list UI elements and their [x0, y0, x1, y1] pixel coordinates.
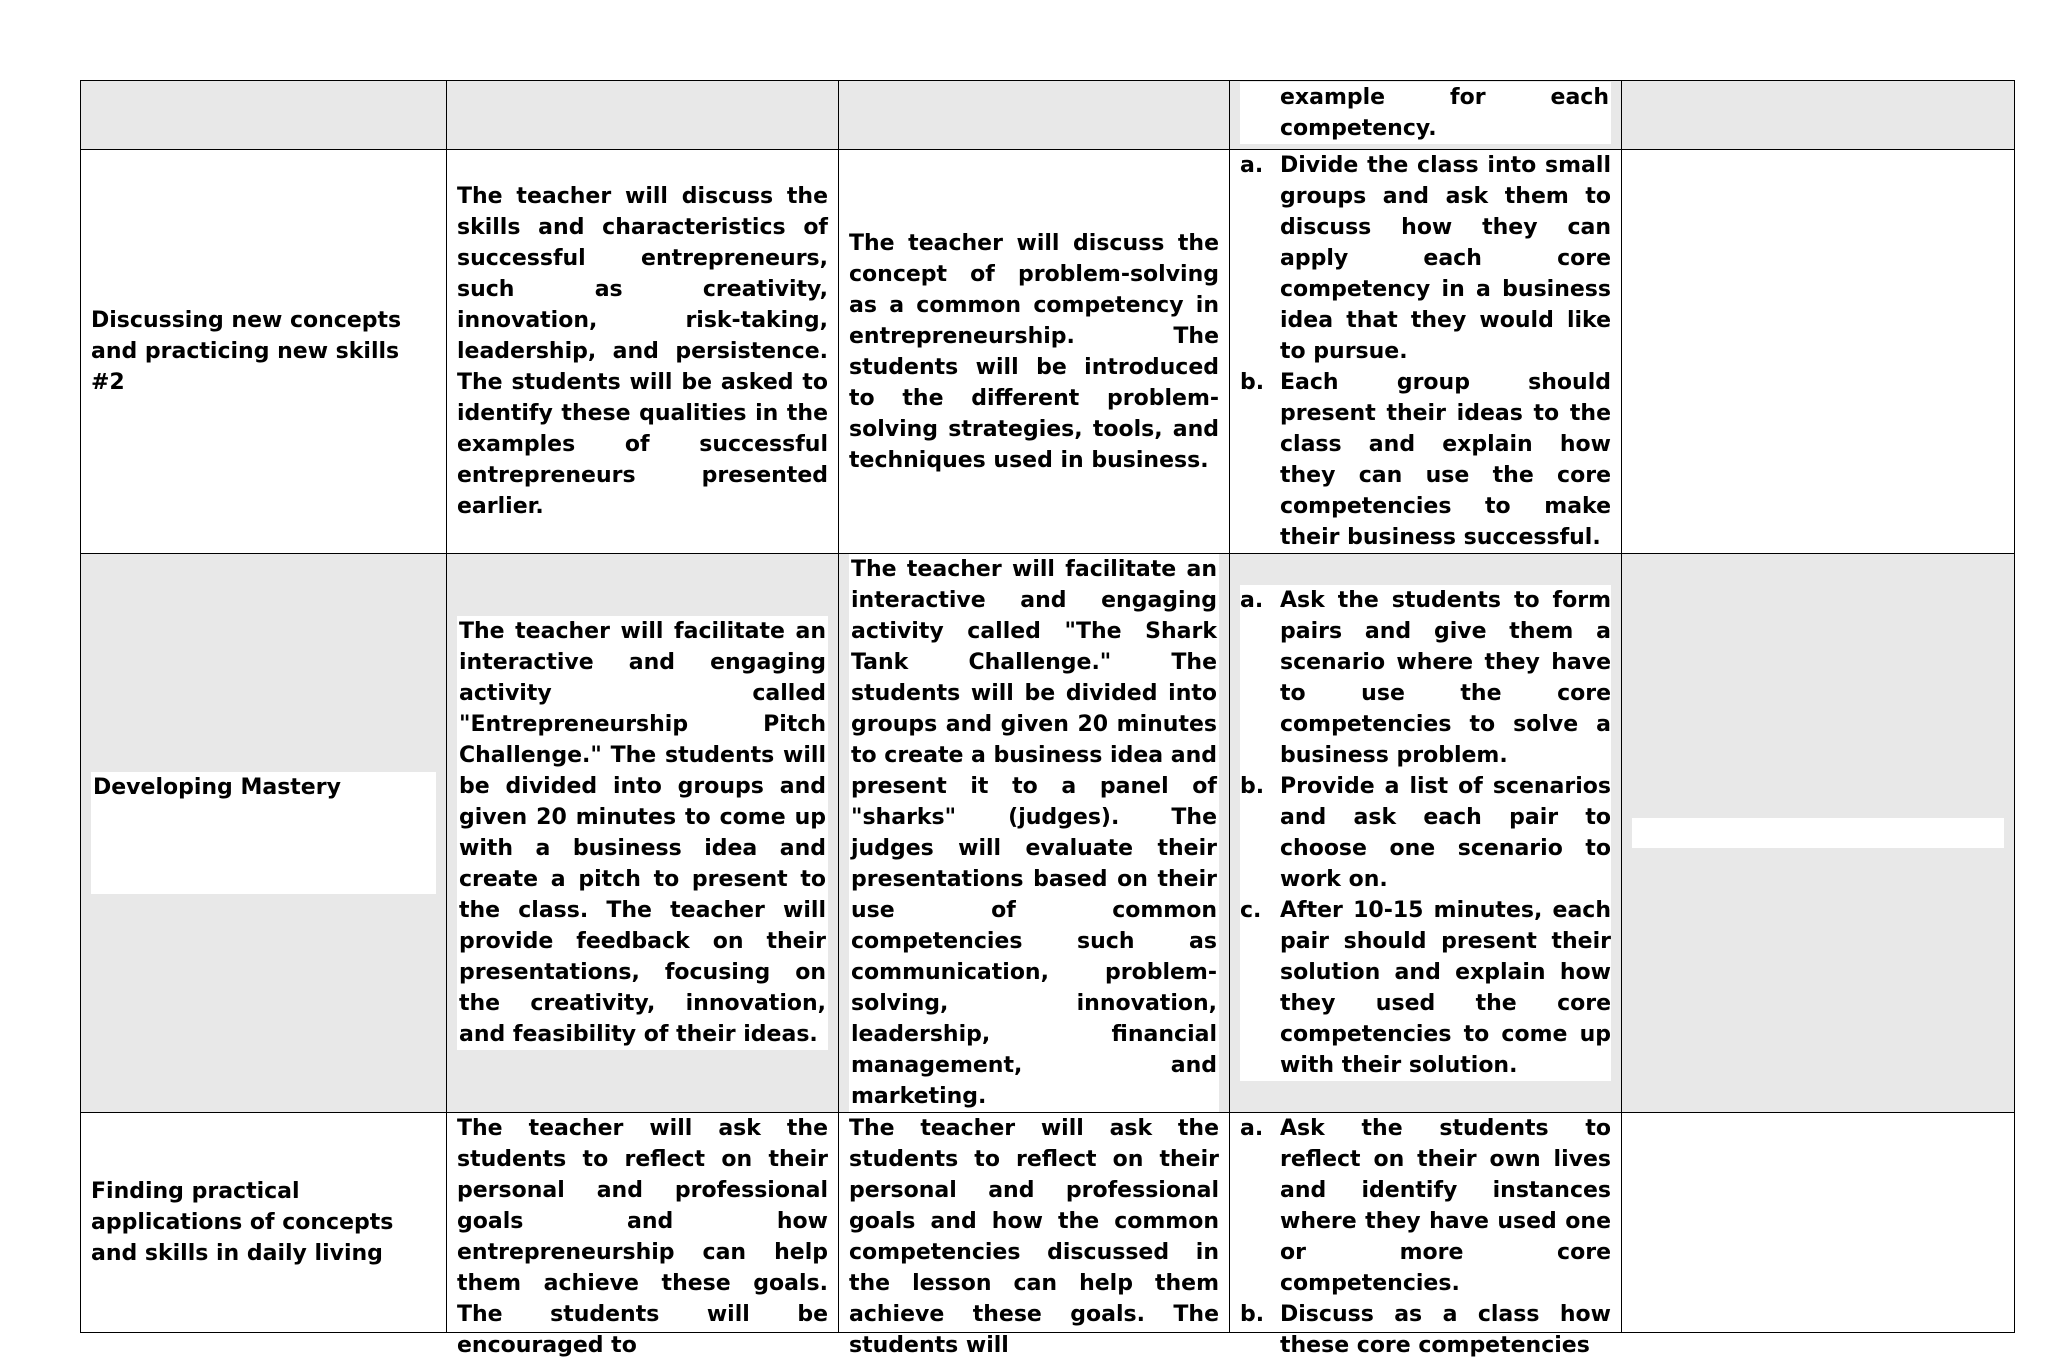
activity-cell: [447, 150, 839, 554]
steps-cell: [1230, 554, 1622, 1113]
table-row: [81, 81, 2015, 150]
activity-cell: [839, 150, 1230, 554]
list-item: [1240, 585, 1611, 771]
steps-cell: [1230, 81, 1622, 150]
continued-step-text: example for each competency.: [1240, 82, 1611, 144]
step-text: Discuss as a class how these core competencies: [1280, 1302, 1611, 1358]
step-marker: a.: [1240, 1116, 1264, 1141]
step-marker: c.: [1240, 898, 1262, 923]
activity-text: The teacher will discuss the concept of problem-solving as a common competency in entrepreneurship. The students will be introduced to the different problem-solving strategies, tools, and techniques used in business.: [849, 230, 1219, 473]
step-text: Ask the students to reflect on their own lives and identify instances where they have used one or more core competencies.: [1280, 1116, 1611, 1296]
stage-cell: [81, 81, 447, 150]
clip-box: [849, 1113, 1219, 1358]
step-marker: b.: [1240, 370, 1265, 395]
notes-cell: [1622, 554, 2015, 1113]
steps-list: [1240, 1113, 1611, 1361]
step-marker: a.: [1240, 153, 1264, 178]
activity-cell: [447, 81, 839, 150]
notes-cell: [1622, 150, 2015, 554]
stage-cell: [81, 554, 447, 1113]
step-text: Each group should present their ideas to the class and explain how they can use the core competencies to make their business successful.: [1280, 370, 1611, 550]
notes-cell: [1622, 81, 2015, 150]
step-text: After 10-15 minutes, each pair should present their solution and explain how they used the core competencies to come up with their solution.: [1280, 898, 1611, 1078]
steps-cell: [1230, 150, 1622, 554]
step-marker: b.: [1240, 1302, 1265, 1327]
list-item: [1240, 771, 1611, 895]
clip-box: [1240, 1113, 1611, 1358]
activity-text: The teacher will discuss the skills and characteristics of successful entrepreneurs, such as creativity, innovation, risk-taking, leadership, and persistence. The students will be asked to identify these qualities in the examples of successful entrepreneurs presented earlier.: [457, 184, 828, 519]
lesson-plan-table: [80, 80, 2015, 1358]
activity-cell: [447, 1113, 839, 1358]
stage-cell: [81, 1113, 447, 1333]
activity-text: The teacher will ask the students to reflect on their personal and professional goals and how entrepreneurship can help them achieve these goals. The students will be encouraged to: [457, 1116, 828, 1358]
step-marker: a.: [1240, 588, 1264, 613]
list-item: [1240, 150, 1611, 367]
activity-text: The teacher will facilitate an interactive and engaging activity called "Entrepreneurship Pitch Challenge." The students will be divided into groups and given 20 minutes to come up with a business idea and create a pitch to present to the class. The teacher will provide feedback on their presentations, focusing on the creativity, innovation, and feasibility of their ideas.: [457, 616, 828, 1050]
table-row: [81, 554, 2015, 1113]
stage-cell: [81, 150, 447, 554]
list-item: [1240, 1113, 1611, 1299]
step-marker: b.: [1240, 774, 1265, 799]
blank-bar: [1632, 818, 2004, 848]
notes-cell: [1622, 1113, 2015, 1333]
stage-label: Finding practical applications of concepts and skills in daily living: [91, 1179, 394, 1266]
stage-box: [91, 772, 436, 894]
list-item: [1240, 1299, 1611, 1361]
clip-box: [457, 1113, 828, 1358]
step-text: Divide the class into small groups and ask them to discuss how they can apply each core competency in a business idea that they would like to pursue.: [1280, 153, 1611, 364]
activity-cell: [447, 554, 839, 1113]
table-row: [81, 150, 2015, 554]
activity-cell: [839, 554, 1230, 1113]
activity-text: The teacher will ask the students to reflect on their personal and professional goals and how the common competencies discussed in the lesson can help them achieve these goals. The students will: [849, 1116, 1219, 1358]
steps-list: [1240, 150, 1611, 553]
activity-cell: [839, 81, 1230, 150]
list-item: [1240, 895, 1611, 1081]
step-text: Ask the students to form pairs and give them a scenario where they have to use the core competencies to solve a business problem.: [1280, 588, 1611, 768]
steps-cell: [1230, 1113, 1622, 1358]
stage-label: Discussing new concepts and practicing new skills #2: [91, 308, 402, 395]
table-row: [81, 1113, 2015, 1333]
activity-cell: [839, 1113, 1230, 1358]
steps-list: [1240, 585, 1611, 1081]
activity-text: The teacher will facilitate an interactive and engaging activity called "The Shark Tank Challenge." The students will be divided into groups and given 20 minutes to create a business idea and present it to a panel of "sharks" (judges). The judges will evaluate their presentations based on their use of common competencies such as communication, problem-solving, innovation, leadership, financial management, and marketing.: [849, 554, 1219, 1112]
step-text: Provide a list of scenarios and ask each pair to choose one scenario to work on.: [1280, 774, 1611, 892]
stage-label: Developing Mastery: [93, 775, 341, 800]
list-item: [1240, 367, 1611, 553]
